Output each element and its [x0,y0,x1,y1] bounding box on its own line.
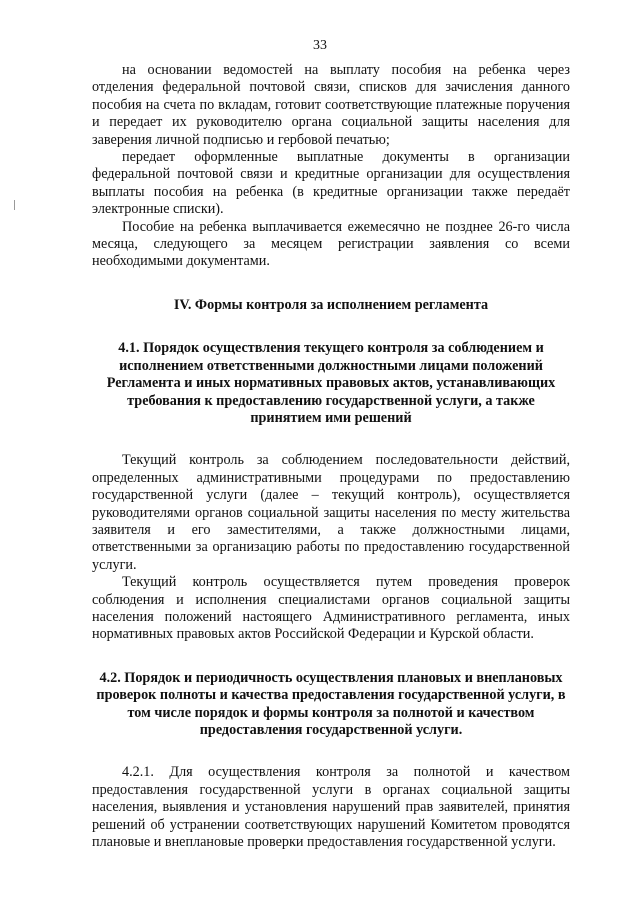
paragraph: 4.2.1. Для осуществления контроля за полнотой и качеством предоставления государственной услуги в органах социальной защиты населения, выявления и установления нарушений прав заявителей, принятия решений об устранении соответствующих нарушений Комитетом проводятся плановые и внеплановые проверки предоставления государственной услуги. [92,764,570,851]
paragraph: Текущий контроль за соблюдением последовательности действий, определенных административными процедурами по предоставлению государственной услуги (далее – текущий контроль), осуществляется руководителями органов социальной защиты населения по месту жительства заявителя и его заместителями, а также должностными лицами, ответственными за организацию работы по предоставлению государственной услуги. [92,452,570,573]
subsection-heading: 4.1. Порядок осуществления текущего контроля за соблюдением и исполнением ответственными должностными лицами положений Регламента и иных нормативных правовых актов, устанавливающих требования к предоставлению государственной услуги, а также принятием ими решений [106,340,556,426]
paragraph: Текущий контроль осуществляется путем проведения проверок соблюдения и исполнения специалистами органов социальной защиты населения положений настоящего Административного регламента, иных нормативных правовых актов Российской Федерации и Курской области. [92,574,570,643]
paragraph: Пособие на ребенка выплачивается ежемесячно не позднее 26-го числа месяца, следующего за месяцем регистрации заявления со всеми необходимыми документами. [92,218,570,270]
page-number: 33 [313,38,327,53]
paragraph: передает оформленные выплатные документы в организации федеральной почтовой связи и кредитные организации для осуществления выплаты пособия на ребенка (в кредитные организации также передаёт электронные списки). [92,149,570,218]
page-content [92,62,570,851]
subsection-heading: 4.2. Порядок и периодичность осуществления плановых и внеплановых проверок полноты и качества предоставления государственной услуги, в том числе порядок и формы контроля за полнотой и качеством предоставления государственной услуги. [96,669,566,738]
paragraph: на основании ведомостей на выплату пособия на ребенка через отделения федеральной почтовой связи, списков для зачисления данного пособия на счета по вкладам, готовит соответствующие платежные поручения и передает их руководителю органа социальной защиты населения для заверения личной подписью и гербовой печатью; [92,62,570,148]
section-heading: IV. Формы контроля за исполнением регламента [173,296,489,313]
margin-mark [14,200,15,210]
